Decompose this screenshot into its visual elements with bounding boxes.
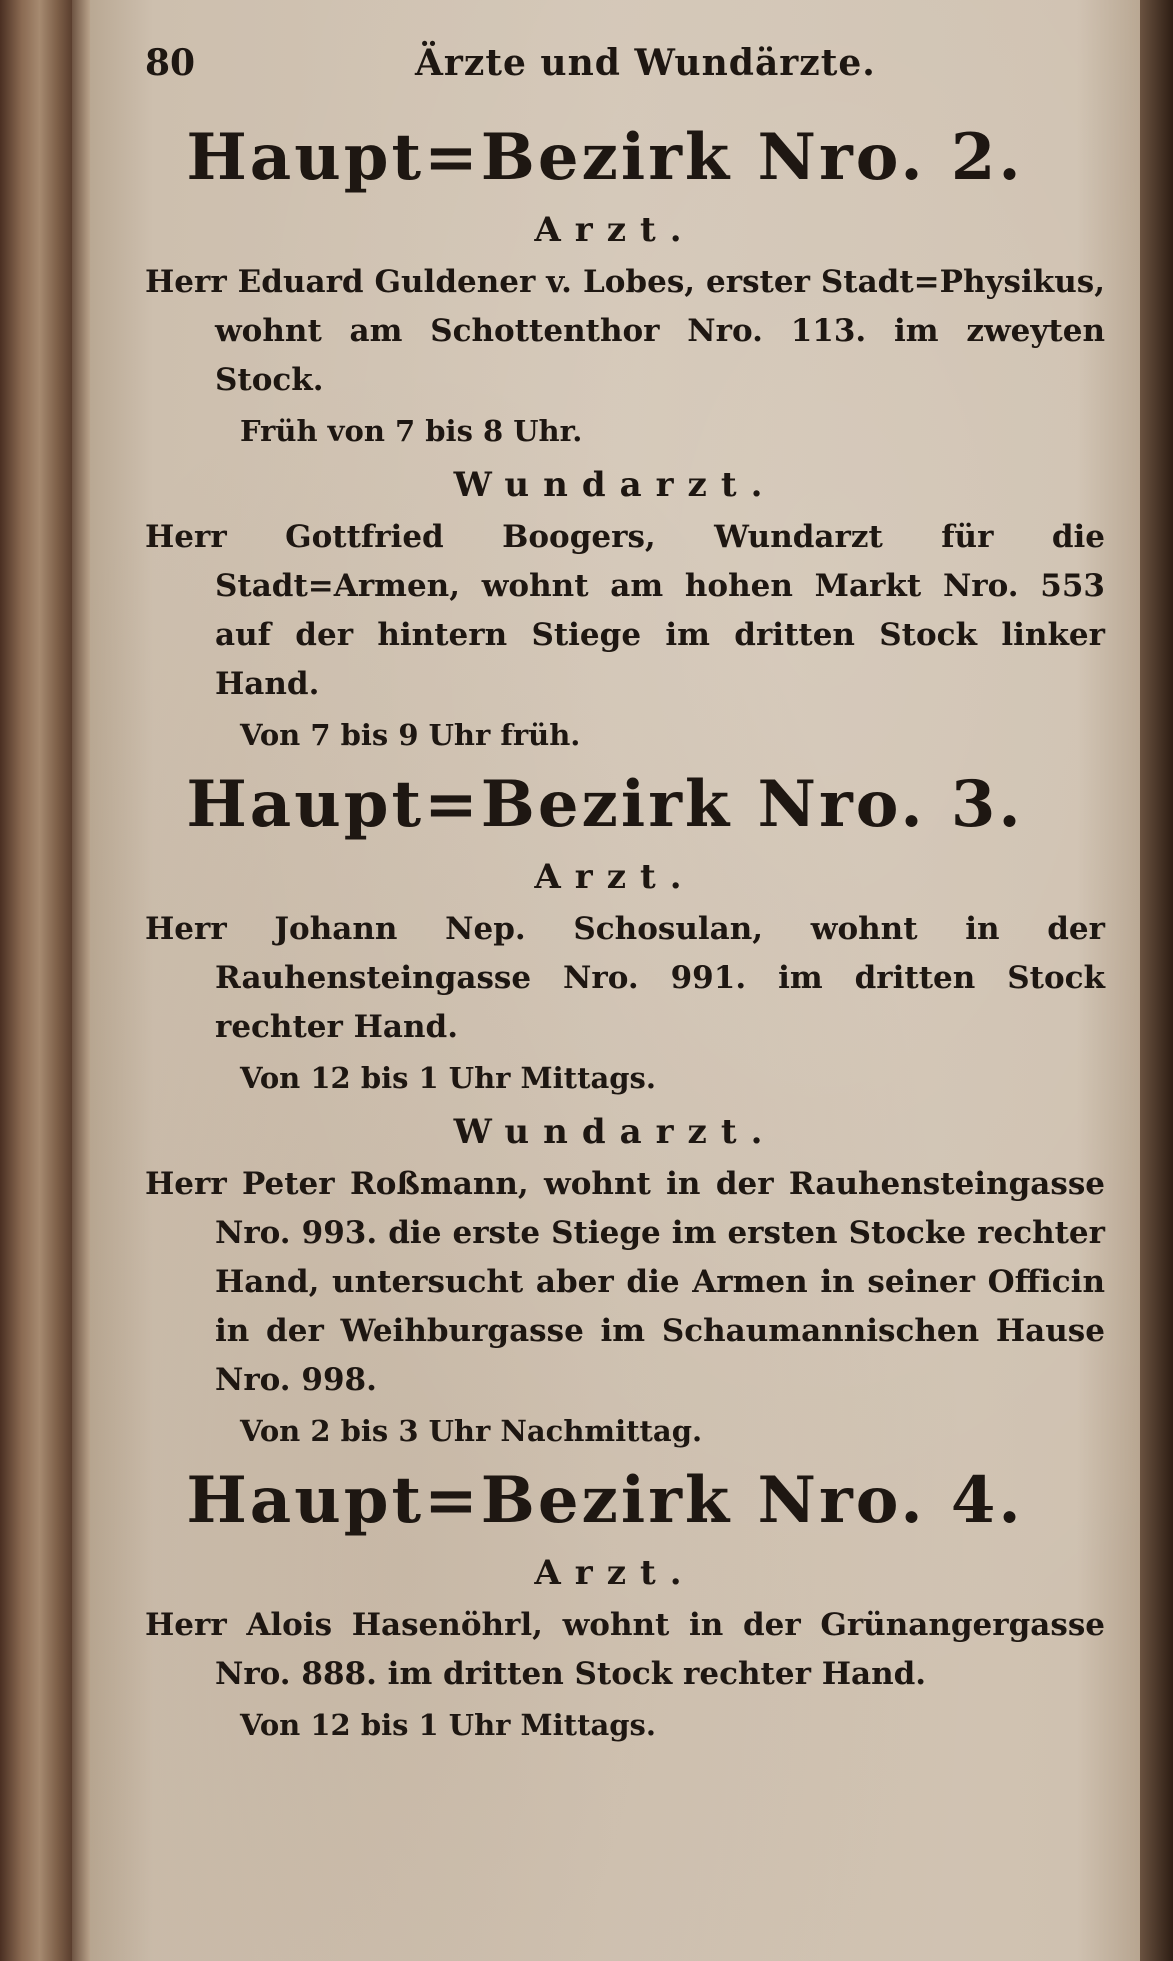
district-title: Haupt=Bezirk Nro. 4. xyxy=(186,1463,1024,1538)
role-heading-physician: Arzt. xyxy=(534,857,696,897)
office-hours: Von 12 bis 1 Uhr Mittags. xyxy=(240,1061,656,1095)
physician-entry: Herr Eduard Guldener v. Lobes, erster Stadt=Physikus, wohnt am Schottenthor Nro. 113. im zweyten Stock. xyxy=(145,264,1105,398)
role-heading-physician: Arzt. xyxy=(534,1553,696,1593)
book-spine xyxy=(0,0,72,1961)
role-heading-surgeon: Wundarzt. xyxy=(453,1112,777,1152)
role-heading-surgeon: Wundarzt. xyxy=(453,465,777,505)
surgeon-entry: Herr Peter Roßmann, wohnt in der Rauhensteingasse Nro. 993. die erste Stiege im ersten Stocke rechter Hand, untersucht aber die Armen in seiner Officin in der Weihburgasse im Schaumannischen Hause Nro. 998. xyxy=(145,1166,1105,1398)
surgeon-entry: Herr Gottfried Boogers, Wundarzt für die Stadt=Armen, wohnt am hohen Markt Nro. 553 auf der hintern Stiege im dritten Stock linker Hand. xyxy=(145,519,1105,702)
book-page xyxy=(90,0,1140,1961)
district-section-2 xyxy=(145,114,1105,761)
district-section-3 xyxy=(145,761,1105,1457)
district-title: Haupt=Bezirk Nro. 3. xyxy=(186,767,1024,842)
physician-entry: Herr Johann Nep. Schosulan, wohnt in der Rauhensteingasse Nro. 991. im dritten Stock rechter Hand. xyxy=(145,911,1105,1045)
page-number: 80 xyxy=(145,42,196,84)
district-section-4 xyxy=(145,1457,1105,1751)
physician-entry: Herr Alois Hasenöhrl, wohnt in der Grünangergasse Nro. 888. im dritten Stock rechter Hand. xyxy=(145,1607,1105,1692)
page-header xyxy=(145,38,1105,102)
district-title: Haupt=Bezirk Nro. 2. xyxy=(186,120,1024,195)
office-hours: Von 2 bis 3 Uhr Nachmittag. xyxy=(240,1414,703,1448)
running-head: Ärzte und Wundärzte. xyxy=(415,42,876,84)
binding-edge xyxy=(72,0,90,1961)
role-heading-physician: Arzt. xyxy=(534,210,696,250)
office-hours: Von 7 bis 9 Uhr früh. xyxy=(240,718,581,752)
office-hours: Früh von 7 bis 8 Uhr. xyxy=(240,414,583,448)
office-hours: Von 12 bis 1 Uhr Mittags. xyxy=(240,1708,656,1742)
page-content xyxy=(145,38,1105,1751)
page-edge xyxy=(1140,0,1173,1961)
